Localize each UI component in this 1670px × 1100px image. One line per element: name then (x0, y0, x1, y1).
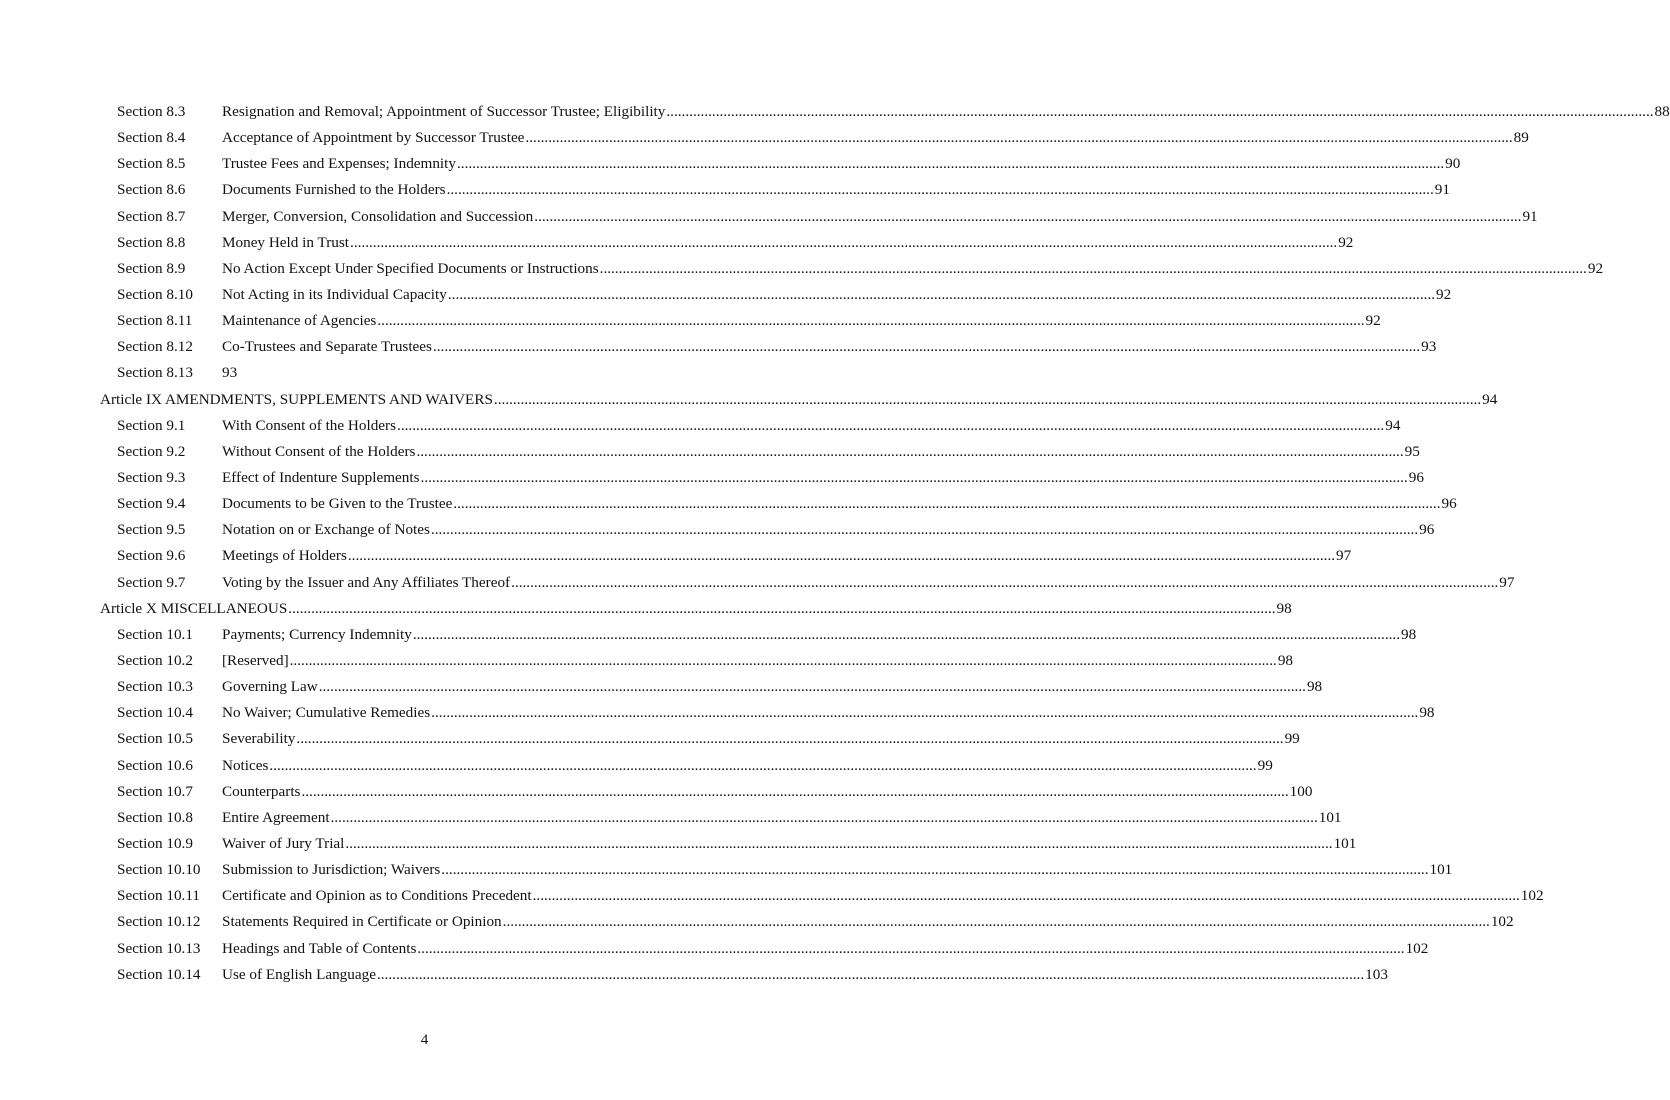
toc-section-title: Notices (222, 756, 269, 774)
dot-leader: .................................................................................................................................................................................................................................................................... (345, 834, 1333, 852)
dot-leader: .................................................................................................................................................................................................................................................................... (534, 207, 1522, 225)
toc-article-title: Article IX AMENDMENTS, SUPPLEMENTS AND WAIVERS (100, 390, 493, 408)
toc-page-number: 88 (1654, 103, 1670, 120)
toc-entry-leader (222, 831, 1357, 857)
dot-leader: .................................................................................................................................................................................................................................................................... (525, 129, 1513, 147)
dot-leader: .................................................................................................................................................................................................................................................................... (301, 782, 1289, 800)
dot-leader: .................................................................................................................................................................................................................................................................... (532, 887, 1520, 905)
toc-section-title: No Waiver; Cumulative Remedies (222, 704, 431, 722)
toc-section-title: 93 (222, 364, 238, 382)
toc-section-title: With Consent of the Holders (222, 416, 397, 434)
toc-entry-leader (222, 936, 1429, 962)
toc-section-title: Co-Trustees and Separate Trustees (222, 338, 432, 356)
dot-leader: .................................................................................................................................................................................................................................................................... (502, 913, 1490, 931)
toc-entry-leader (222, 543, 1352, 569)
toc-section-title: Counterparts (222, 782, 301, 800)
toc-entry-leader (222, 439, 1420, 465)
toc-section-entry[interactable] (0, 857, 1453, 883)
toc-section-number: Section 10.8 (117, 808, 193, 826)
toc-entry-leader (222, 779, 1313, 805)
dot-leader: .................................................................................................................................................................................................................................................................... (511, 573, 1499, 591)
toc-page-number: 94 (1482, 390, 1498, 408)
toc-section-entry[interactable] (0, 360, 849, 386)
toc-section-entry[interactable] (0, 570, 1515, 596)
dot-leader: .................................................................................................................................................................................................................................................................... (318, 678, 1306, 696)
toc-entry-leader (222, 308, 1381, 334)
toc-section-number: Section 10.10 (117, 861, 201, 879)
dot-leader: .................................................................................................................................................................................................................................................................... (397, 416, 1385, 434)
toc-page-number: 102 (1405, 939, 1429, 957)
toc-page-number: 96 (1441, 495, 1457, 513)
toc-entry-leader (222, 805, 1342, 831)
dot-leader: .................................................................................................................................................................................................................................................................... (347, 547, 1336, 565)
toc-section-entry[interactable] (0, 543, 1352, 569)
toc-page-number: 98 (1401, 625, 1417, 643)
toc-section-title: Documents to be Given to the Trustee (222, 495, 453, 513)
dot-leader: .................................................................................................................................................................................................................................................................... (441, 861, 1429, 879)
toc-entry-leader (222, 99, 1670, 125)
toc-entry-leader (100, 596, 1292, 622)
dot-leader: .................................................................................................................................................................................................................................................................... (350, 233, 1338, 251)
toc-article-entry[interactable] (0, 387, 1498, 413)
table-of-contents (0, 99, 1670, 988)
toc-article-title: Article X MISCELLANEOUS (100, 599, 288, 617)
toc-section-title: Certificate and Opinion as to Conditions Precedent (222, 887, 532, 905)
toc-section-title: Waiver of Jury Trial (222, 834, 345, 852)
toc-section-title: Entire Agreement (222, 808, 330, 826)
dot-leader: .................................................................................................................................................................................................................................................................... (288, 599, 1276, 617)
toc-section-entry[interactable] (0, 779, 1313, 805)
toc-section-number: Section 10.5 (117, 730, 193, 748)
toc-section-entry[interactable] (0, 465, 1424, 491)
toc-page-number: 91 (1522, 207, 1538, 225)
toc-section-number: Section 8.13 (117, 364, 193, 382)
toc-section-number: Section 10.1 (117, 625, 193, 643)
toc-page-number: 99 (1257, 756, 1273, 774)
toc-section-title: Merger, Conversion, Consolidation and Succession (222, 207, 534, 225)
toc-section-number: Section 9.2 (117, 442, 186, 460)
toc-page-number: 98 (1306, 678, 1323, 696)
toc-section-entry[interactable] (0, 282, 1452, 308)
dot-leader: .................................................................................................................................................................................................................................................................... (296, 730, 1284, 748)
dot-leader: .................................................................................................................................................................................................................................................................... (330, 808, 1318, 826)
toc-section-number: Section 8.3 (117, 103, 186, 120)
toc-entry-leader (222, 857, 1453, 883)
dot-leader: .................................................................................................................................................................................................................................................................... (269, 756, 1257, 774)
toc-section-number: Section 9.4 (117, 495, 186, 513)
toc-section-entry[interactable] (0, 125, 1529, 151)
toc-page-number: 98 (1276, 599, 1292, 617)
toc-section-number: Section 10.4 (117, 704, 193, 722)
toc-section-number: Section 10.14 (117, 965, 201, 983)
toc-section-title: Effect of Indenture Supplements (222, 468, 420, 486)
toc-entry-leader (222, 413, 1401, 439)
toc-entry-leader (222, 622, 1417, 648)
toc-section-number: Section 10.12 (117, 913, 201, 931)
toc-article-entry[interactable] (0, 596, 1292, 622)
toc-section-entry[interactable] (0, 177, 1450, 203)
toc-page-number: 99 (1284, 730, 1300, 748)
toc-entry-leader (222, 125, 1529, 151)
toc-entry-leader (222, 230, 1354, 256)
toc-entry-leader (222, 465, 1424, 491)
dot-leader: .................................................................................................................................................................................................................................................................... (412, 625, 1400, 643)
toc-page-number: 102 (1520, 887, 1544, 905)
toc-page-number: 95 (1404, 442, 1420, 460)
dot-leader: .................................................................................................................................................................................................................................................................... (417, 939, 1405, 957)
toc-section-entry[interactable] (0, 517, 1435, 543)
toc-section-title: Acceptance of Appointment by Successor Trustee (222, 129, 525, 147)
toc-page-number: 101 (1333, 834, 1357, 852)
toc-page-number: 93 (1421, 338, 1437, 356)
toc-page-number: 92 (1365, 312, 1381, 330)
toc-section-title: Documents Furnished to the Holders (222, 181, 446, 199)
toc-section-title: Money Held in Trust (222, 233, 350, 251)
toc-entry-leader (222, 204, 1538, 230)
toc-section-entry[interactable] (0, 334, 1437, 360)
toc-section-number: Section 9.3 (117, 468, 186, 486)
toc-section-number: Section 9.1 (117, 416, 186, 434)
toc-section-number: Section 9.7 (117, 573, 186, 591)
toc-page-number: 89 (1513, 129, 1529, 147)
toc-entry-leader (222, 334, 1437, 360)
toc-page-number: 90 (1445, 155, 1461, 173)
toc-entry-leader (222, 151, 1461, 177)
toc-section-title: Resignation and Removal; Appointment of Successor Trustee; Eligibility (222, 103, 666, 120)
toc-section-entry[interactable] (0, 648, 1293, 674)
dot-leader: .................................................................................................................................................................................................................................................................... (493, 390, 1482, 408)
toc-section-entry[interactable] (0, 700, 1435, 726)
toc-entry-leader (222, 674, 1323, 700)
toc-section-entry[interactable] (0, 256, 1604, 282)
toc-section-number: Section 10.11 (117, 887, 200, 905)
toc-section-entry[interactable] (0, 99, 1670, 125)
toc-entry-leader (222, 517, 1435, 543)
toc-page-number: 98 (1419, 704, 1435, 722)
toc-section-number: Section 10.2 (117, 651, 193, 669)
page-number: 4 (420, 1031, 429, 1048)
toc-section-entry[interactable] (0, 883, 1544, 909)
toc-section-number: Section 8.12 (117, 338, 193, 356)
toc-section-number: Section 8.9 (117, 259, 186, 277)
toc-entry-leader (222, 491, 1457, 517)
toc-section-entry[interactable] (0, 753, 1273, 779)
toc-section-number: Section 8.10 (117, 285, 193, 303)
toc-page-number: 100 (1289, 782, 1313, 800)
toc-entry-leader (222, 570, 1515, 596)
toc-section-title: Use of English Language (222, 965, 376, 983)
toc-page-number: 98 (1277, 651, 1293, 669)
toc-section-number: Section 10.13 (117, 939, 201, 957)
toc-section-entry[interactable] (0, 230, 1354, 256)
toc-section-entry[interactable] (0, 805, 1342, 831)
toc-section-title: Maintenance of Agencies (222, 312, 377, 330)
toc-page-number: 96 (1408, 468, 1424, 486)
toc-section-title: Payments; Currency Indemnity (222, 625, 412, 643)
toc-section-entry[interactable] (0, 151, 1461, 177)
toc-section-entry[interactable] (0, 622, 1417, 648)
dot-leader: .................................................................................................................................................................................................................................................................... (376, 965, 1365, 983)
toc-section-number: Section 10.9 (117, 834, 193, 852)
toc-page-number: 101 (1429, 861, 1453, 879)
dot-leader: .................................................................................................................................................................................................................................................................... (377, 312, 1365, 330)
toc-section-number: Section 8.7 (117, 207, 186, 225)
toc-section-entry[interactable] (0, 909, 1514, 935)
toc-section-number: Section 9.5 (117, 521, 186, 539)
toc-section-entry[interactable] (0, 204, 1538, 230)
toc-section-number: Section 8.5 (117, 155, 186, 173)
toc-entry-leader (222, 909, 1514, 935)
toc-section-title: Trustee Fees and Expenses; Indemnity (222, 155, 456, 173)
toc-section-title: Voting by the Issuer and Any Affiliates Thereof (222, 573, 511, 591)
dot-leader: .................................................................................................................................................................................................................................................................... (432, 338, 1421, 356)
toc-entry-leader (222, 282, 1452, 308)
toc-page-number: 97 (1499, 573, 1515, 591)
toc-section-number: Section 9.6 (117, 547, 186, 565)
toc-page-number: 94 (1385, 416, 1401, 434)
toc-section-title: [Reserved] (222, 651, 289, 669)
toc-section-number: Section 8.4 (117, 129, 186, 147)
toc-section-number: Section 10.7 (117, 782, 193, 800)
toc-section-title: Statements Required in Certificate or Opinion (222, 913, 502, 931)
toc-section-title: Meetings of Holders (222, 547, 347, 565)
toc-page-number: 102 (1490, 913, 1514, 931)
toc-page-number: 91 (1434, 181, 1450, 199)
toc-section-title: Governing Law (222, 678, 318, 696)
toc-entry-leader (222, 726, 1300, 752)
toc-entry-leader (222, 360, 748, 386)
dot-leader: .................................................................................................................................................................................................................................................................... (416, 442, 1404, 460)
toc-entry-leader (222, 648, 1293, 674)
toc-section-entry[interactable] (0, 726, 1300, 752)
dot-leader: .................................................................................................................................................................................................................................................................... (666, 103, 1654, 120)
toc-section-title: Headings and Table of Contents (222, 939, 417, 957)
dot-leader: .................................................................................................................................................................................................................................................................... (599, 259, 1587, 277)
toc-section-entry[interactable] (0, 674, 1323, 700)
toc-section-title: Severability (222, 730, 296, 748)
dot-leader: .................................................................................................................................................................................................................................................................... (447, 285, 1436, 303)
toc-entry-leader (222, 256, 1604, 282)
toc-section-entry[interactable] (0, 962, 1388, 988)
toc-entry-leader (222, 883, 1544, 909)
toc-section-number: Section 10.3 (117, 678, 193, 696)
toc-section-entry[interactable] (0, 439, 1420, 465)
toc-entry-leader (222, 753, 1273, 779)
toc-entry-leader (100, 387, 1498, 413)
toc-entry-leader (222, 962, 1388, 988)
toc-section-number: Section 8.8 (117, 233, 186, 251)
toc-page-number: 92 (1436, 285, 1452, 303)
toc-section-entry[interactable] (0, 831, 1357, 857)
toc-section-title: Without Consent of the Holders (222, 442, 416, 460)
dot-leader: .................................................................................................................................................................................................................................................................... (453, 495, 1441, 513)
toc-entry-leader (222, 177, 1450, 203)
dot-leader: .................................................................................................................................................................................................................................................................... (430, 521, 1419, 539)
toc-section-number: Section 8.6 (117, 181, 186, 199)
toc-section-title: Notation on or Exchange of Notes (222, 521, 430, 539)
toc-page-number: 92 (1587, 259, 1604, 277)
toc-section-title: Not Acting in its Individual Capacity (222, 285, 447, 303)
toc-section-entry[interactable] (0, 491, 1457, 517)
dot-leader: .................................................................................................................................................................................................................................................................... (456, 155, 1445, 173)
toc-entry-leader (222, 700, 1435, 726)
toc-page-number: 92 (1338, 233, 1354, 251)
toc-section-entry[interactable] (0, 308, 1381, 334)
toc-page-number: 96 (1419, 521, 1435, 539)
toc-section-entry[interactable] (0, 936, 1429, 962)
toc-section-title: Submission to Jurisdiction; Waivers (222, 861, 441, 879)
dot-leader: .................................................................................................................................................................................................................................................................... (431, 704, 1419, 722)
toc-page-number: 97 (1336, 547, 1352, 565)
toc-page-number: 101 (1318, 808, 1342, 826)
dot-leader: .................................................................................................................................................................................................................................................................... (289, 651, 1277, 669)
dot-leader: .................................................................................................................................................................................................................................................................... (446, 181, 1434, 199)
toc-section-number: Section 10.6 (117, 756, 193, 774)
dot-leader: .................................................................................................................................................................................................................................................................... (420, 468, 1408, 486)
toc-section-title: No Action Except Under Specified Documents or Instructions (222, 259, 599, 277)
toc-section-number: Section 8.11 (117, 312, 193, 330)
toc-page-number: 103 (1365, 965, 1388, 983)
toc-section-entry[interactable] (0, 413, 1401, 439)
